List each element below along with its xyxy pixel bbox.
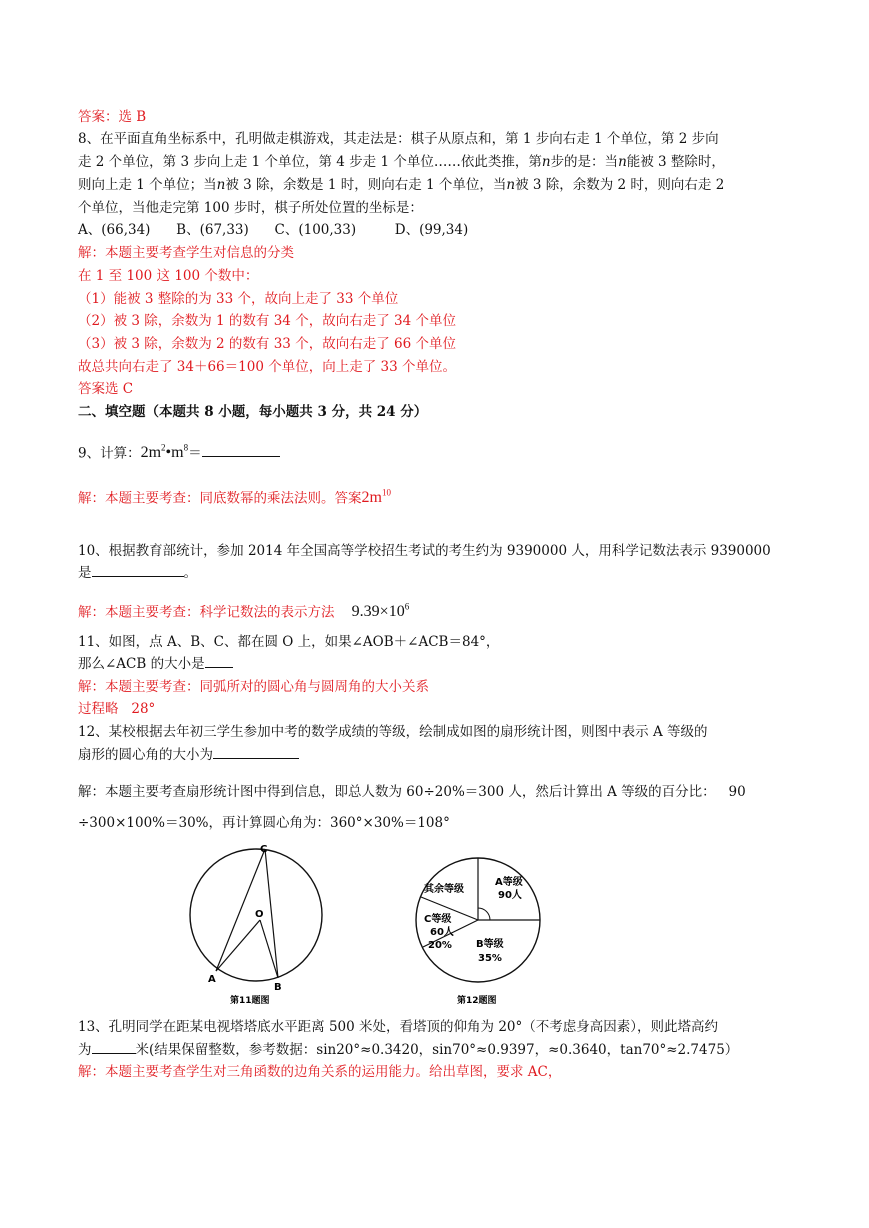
sector-c-pct: 20% [428, 940, 452, 951]
label-a: A [208, 974, 216, 985]
solution-12-line-2: ÷300×100%＝30%，再计算圆心角为：360°×30%＝108° [78, 815, 450, 831]
question-11-line-2: 那么∠ACB 的大小是 [78, 653, 233, 675]
figure-12-caption: 第12题图 [457, 996, 497, 1006]
segment-oa [216, 920, 260, 971]
solution-8-line-1: 解：本题主要考查学生对信息的分类 [78, 245, 294, 261]
sector-b-name: B等级 [476, 939, 504, 950]
label-c: C [260, 844, 268, 855]
solution-8-line-2: 在 1 至 100 这 100 个数中： [78, 268, 259, 284]
question-10-line-2: 是 。 [78, 562, 197, 584]
answer-blank-11[interactable] [205, 653, 233, 668]
figure-12-pie-chart [416, 858, 540, 1006]
question-11-line-1: 11、如图，点 A、B、C、都在圆 O 上，如果∠AOB＋∠ACB＝84°， [78, 634, 500, 650]
question-10-line-1: 10、根据教育部统计，参加 2014 年全国高等学校招生考试的考生约为 9390000 人，用科学记数法表示 9390000 [78, 543, 771, 559]
solution-8-answer: 答案选 C [78, 381, 134, 397]
answer-blank-9[interactable] [202, 442, 280, 457]
label-o: O [255, 909, 264, 920]
answer-q7: 答案：选 B [78, 109, 147, 125]
solution-8-line-3: （1）能被 3 整除的为 33 个，故向上走了 33 个单位 [78, 291, 399, 307]
question-8-line-1: 8、在平面直角坐标系中，孔明做走棋游戏，其走法是：棋子从原点和，第 1 步向右走 1 个单位，第 2 步向 [78, 131, 719, 147]
question-8-line-4: 个单位，当他走完第 100 步时，棋子所处位置的坐标是： [78, 200, 423, 216]
section-2-heading: 二、填空题（本题共 8 小题，每小题共 3 分，共 24 分） [78, 404, 428, 420]
angle-arc [478, 908, 490, 920]
question-12-line-2: 扇形的圆心角的大小为 [78, 744, 299, 766]
sector-a-name: A等级 [495, 877, 523, 888]
question-8-line-2: 走 2 个单位，第 3 步向上走 1 个单位，第 4 步走 1 个单位……依此类推，第n步的是：当n能被 3 整除时， [78, 154, 725, 170]
solution-11-line-1: 解：本题主要考查：同弧所对的圆心角与圆周角的大小关系 [78, 679, 429, 695]
sector-c-count: 60人 [430, 927, 454, 938]
question-8-options: A、(66,34) B、(67,33) C、(100,33) D、(99,34) [78, 222, 469, 238]
solution-9: 解：本题主要考查：同底数幂的乘法法则。答案$2m^{10}$ [78, 488, 391, 507]
question-12-line-1: 12、某校根据去年初三学生参加中考的数学成绩的等级，绘制成如图的扇形统计图，则图中表示 A 等级的 [78, 724, 708, 740]
solution-8-line-4: （2）被 3 除，余数为 1 的数有 34 个，故向右走了 34 个单位 [78, 313, 456, 329]
sector-a-count: 90人 [498, 890, 522, 901]
label-b: B [274, 982, 282, 993]
figure-11-circle-diagram [190, 844, 322, 1006]
question-9: 9、计算：$2m^2•m^8=$ [78, 437, 280, 464]
solution-8-line-6: 故总共向右走了 34＋66＝100 个单位，向上走了 33 个单位。 [78, 359, 456, 375]
answer-blank-10[interactable] [92, 562, 184, 577]
sector-c-name: C等级 [424, 914, 452, 925]
solution-10: 解：本题主要考查：科学记数法的表示方法 $9.39\times 10^6$ [78, 602, 410, 621]
solution-8-line-5: （3）被 3 除，余数为 2 的数有 33 个，故向右走了 66 个单位 [78, 336, 456, 352]
question-13-line-1: 13、孔明同学在距某电视塔塔底水平距离 500 米处，看塔顶的仰角为 20°（不考虑身高因素），则此塔高约 [78, 1019, 718, 1035]
question-8-line-3: 则向上走 1 个单位；当n被 3 除，余数是 1 时，则向右走 1 个单位，当n被 3 除，余数为 2 时，则向右走 2 [78, 177, 725, 193]
sector-b-pct: 35% [478, 953, 502, 964]
sector-other-label: 其余等级 [424, 884, 464, 895]
solution-13-line-1: 解：本题主要考查学生对三角函数的边角关系的运用能力。给出草图，要求 AC， [78, 1064, 562, 1080]
answer-blank-13[interactable] [92, 1039, 136, 1054]
figures-11-12 [180, 840, 560, 1010]
solution-12-line-1: 解：本题主要考查扇形统计图中得到信息，即总人数为 60÷20%＝300 人，然后计算出 A 等级的百分比： 90 [78, 784, 746, 800]
answer-blank-12[interactable] [213, 744, 299, 759]
figure-11-caption: 第11题图 [230, 996, 270, 1006]
solution-11-line-2: 过程略 28° [78, 701, 156, 717]
question-13-line-2: 为 米(结果保留整数，参考数据：sin20°≈0.3420，sin70°≈0.9397，≈0.3640，tan70°≈2.7475） [78, 1039, 738, 1061]
